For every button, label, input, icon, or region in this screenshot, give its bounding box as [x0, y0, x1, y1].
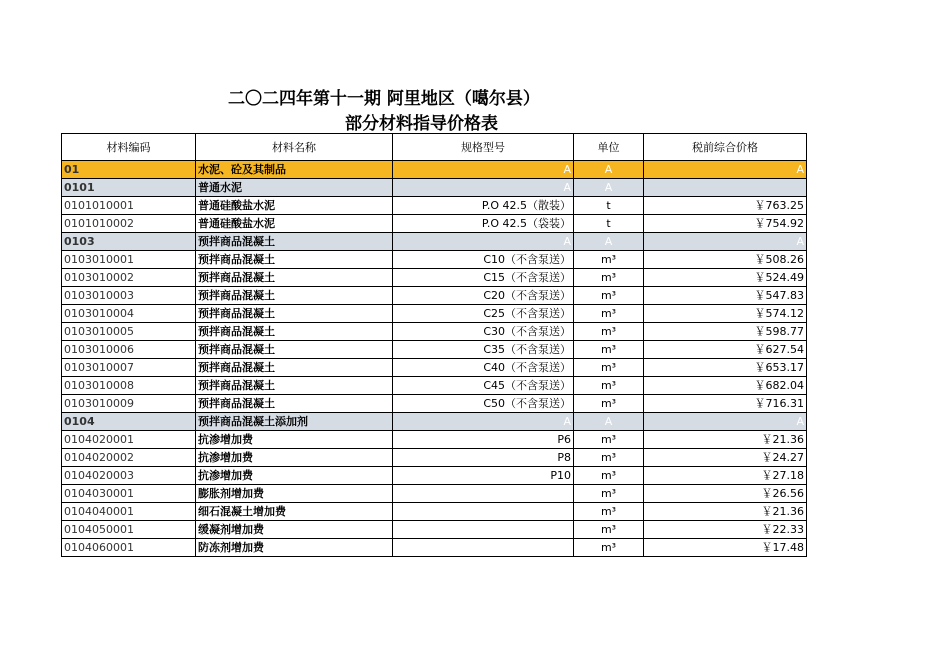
cell-spec: [393, 503, 574, 521]
cell-code: 0101010001: [62, 197, 196, 215]
cell-spec: [393, 485, 574, 503]
table-row: [62, 395, 807, 413]
cell-unit: A: [574, 413, 644, 431]
cell-name: 抗渗增加费: [196, 449, 393, 467]
cell-name: 抗渗增加费: [196, 467, 393, 485]
cell-name: 预拌商品混凝土: [196, 377, 393, 395]
page-title: 二〇二四年第十一期 阿里地区（噶尔县）: [228, 89, 540, 109]
cell-name: 普通水泥: [196, 179, 393, 197]
table-row: [62, 377, 807, 395]
header-unit: 单位: [574, 134, 644, 161]
cell-price: ￥653.17: [644, 359, 807, 377]
cell-spec: P.O 42.5（袋装）: [393, 215, 574, 233]
cell-unit: m³: [574, 467, 644, 485]
cell-name: 普通硅酸盐水泥: [196, 197, 393, 215]
cell-code: 0104: [62, 413, 196, 431]
cell-code: 0103010002: [62, 269, 196, 287]
header-code: 材料编码: [62, 134, 196, 161]
cell-spec: [393, 539, 574, 557]
cell-unit: m³: [574, 251, 644, 269]
cell-unit: A: [574, 179, 644, 197]
cell-code: 0103010004: [62, 305, 196, 323]
cell-name: 预拌商品混凝土: [196, 395, 393, 413]
table-row: [62, 539, 807, 557]
table-row: [62, 251, 807, 269]
table-row: [62, 197, 807, 215]
cell-spec: C15（不含泵送）: [393, 269, 574, 287]
cell-spec: C20（不含泵送）: [393, 287, 574, 305]
cell-price: ￥763.25: [644, 197, 807, 215]
category-row: [62, 233, 807, 251]
cell-code: 0104020001: [62, 431, 196, 449]
category-row: [62, 179, 807, 197]
cell-spec: P10: [393, 467, 574, 485]
cell-spec: P6: [393, 431, 574, 449]
cell-code: 0104030001: [62, 485, 196, 503]
cell-name: 预拌商品混凝土: [196, 341, 393, 359]
cell-unit: t: [574, 197, 644, 215]
cell-unit: m³: [574, 395, 644, 413]
cell-spec: P8: [393, 449, 574, 467]
cell-code: 0103010005: [62, 323, 196, 341]
cell-code: 0103010003: [62, 287, 196, 305]
cell-name: 防冻剂增加费: [196, 539, 393, 557]
cell-price: ￥508.26: [644, 251, 807, 269]
cell-unit: m³: [574, 431, 644, 449]
cell-code: 0104040001: [62, 503, 196, 521]
table-row: [62, 449, 807, 467]
cell-spec: A: [393, 413, 574, 431]
cell-name: 预拌商品混凝土: [196, 251, 393, 269]
cell-price: ￥627.54: [644, 341, 807, 359]
cell-code: 0103: [62, 233, 196, 251]
cell-code: 0101: [62, 179, 196, 197]
table-row: [62, 359, 807, 377]
cell-price: ￥598.77: [644, 323, 807, 341]
cell-price: [644, 179, 807, 197]
table-row: [62, 467, 807, 485]
cell-code: 0104050001: [62, 521, 196, 539]
cell-price: ￥716.31: [644, 395, 807, 413]
cell-code: 0103010001: [62, 251, 196, 269]
cell-unit: m³: [574, 287, 644, 305]
cell-unit: m³: [574, 449, 644, 467]
cell-code: 0103010008: [62, 377, 196, 395]
cell-spec: C25（不含泵送）: [393, 305, 574, 323]
cell-name: 预拌商品混凝土: [196, 269, 393, 287]
cell-code: 0103010006: [62, 341, 196, 359]
cell-spec: C35（不含泵送）: [393, 341, 574, 359]
cell-unit: m³: [574, 539, 644, 557]
cell-name: 膨胀剂增加费: [196, 485, 393, 503]
category-row: [62, 161, 807, 179]
cell-name: 预拌商品混凝土: [196, 287, 393, 305]
cell-price: ￥17.48: [644, 539, 807, 557]
cell-spec: C10（不含泵送）: [393, 251, 574, 269]
cell-name: 预拌商品混凝土: [196, 359, 393, 377]
cell-spec: A: [393, 161, 574, 179]
cell-spec: C45（不含泵送）: [393, 377, 574, 395]
cell-spec: A: [393, 233, 574, 251]
cell-price: ￥27.18: [644, 467, 807, 485]
cell-price: ￥24.27: [644, 449, 807, 467]
cell-unit: A: [574, 161, 644, 179]
table-row: [62, 485, 807, 503]
table-row: [62, 305, 807, 323]
cell-spec: P.O 42.5（散装）: [393, 197, 574, 215]
cell-name: 缓凝剂增加费: [196, 521, 393, 539]
table-row: [62, 503, 807, 521]
cell-spec: A: [393, 179, 574, 197]
cell-price: ￥682.04: [644, 377, 807, 395]
cell-price: ￥754.92: [644, 215, 807, 233]
cell-code: 0104060001: [62, 539, 196, 557]
cell-unit: m³: [574, 377, 644, 395]
cell-unit: m³: [574, 503, 644, 521]
cell-price: ￥547.83: [644, 287, 807, 305]
header-spec: 规格型号: [393, 134, 574, 161]
cell-unit: m³: [574, 341, 644, 359]
category-row: [62, 413, 807, 431]
cell-price: ￥26.56: [644, 485, 807, 503]
table-row: [62, 269, 807, 287]
cell-name: 预拌商品混凝土: [196, 233, 393, 251]
cell-spec: [393, 521, 574, 539]
cell-name: 抗渗增加费: [196, 431, 393, 449]
cell-unit: A: [574, 233, 644, 251]
cell-code: 0104020002: [62, 449, 196, 467]
cell-code: 0103010007: [62, 359, 196, 377]
cell-unit: m³: [574, 323, 644, 341]
cell-spec: C40（不含泵送）: [393, 359, 574, 377]
cell-price: A: [644, 413, 807, 431]
page-subtitle: 部分材料指导价格表: [345, 114, 498, 134]
cell-code: 0104020003: [62, 467, 196, 485]
table-row: [62, 287, 807, 305]
cell-price: ￥524.49: [644, 269, 807, 287]
table-row: [62, 521, 807, 539]
table-row: [62, 431, 807, 449]
cell-name: 水泥、砼及其制品: [196, 161, 393, 179]
cell-code: 01: [62, 161, 196, 179]
table-row: [62, 341, 807, 359]
cell-unit: m³: [574, 485, 644, 503]
cell-name: 普通硅酸盐水泥: [196, 215, 393, 233]
table-row: [62, 323, 807, 341]
cell-code: 0101010002: [62, 215, 196, 233]
table-header-row: [62, 134, 807, 161]
cell-name: 预拌商品混凝土: [196, 323, 393, 341]
cell-price: A: [644, 161, 807, 179]
cell-price: A: [644, 233, 807, 251]
cell-spec: C50（不含泵送）: [393, 395, 574, 413]
cell-spec: C30（不含泵送）: [393, 323, 574, 341]
cell-price: ￥21.36: [644, 431, 807, 449]
cell-unit: m³: [574, 269, 644, 287]
cell-price: ￥574.12: [644, 305, 807, 323]
header-name: 材料名称: [196, 134, 393, 161]
cell-unit: m³: [574, 359, 644, 377]
price-table: [61, 133, 807, 557]
cell-name: 预拌商品混凝土添加剂: [196, 413, 393, 431]
cell-unit: m³: [574, 521, 644, 539]
cell-unit: t: [574, 215, 644, 233]
table-row: [62, 215, 807, 233]
cell-price: ￥22.33: [644, 521, 807, 539]
cell-code: 0103010009: [62, 395, 196, 413]
header-price: 税前综合价格: [644, 134, 807, 161]
cell-name: 细石混凝土增加费: [196, 503, 393, 521]
cell-name: 预拌商品混凝土: [196, 305, 393, 323]
cell-unit: m³: [574, 305, 644, 323]
cell-price: ￥21.36: [644, 503, 807, 521]
